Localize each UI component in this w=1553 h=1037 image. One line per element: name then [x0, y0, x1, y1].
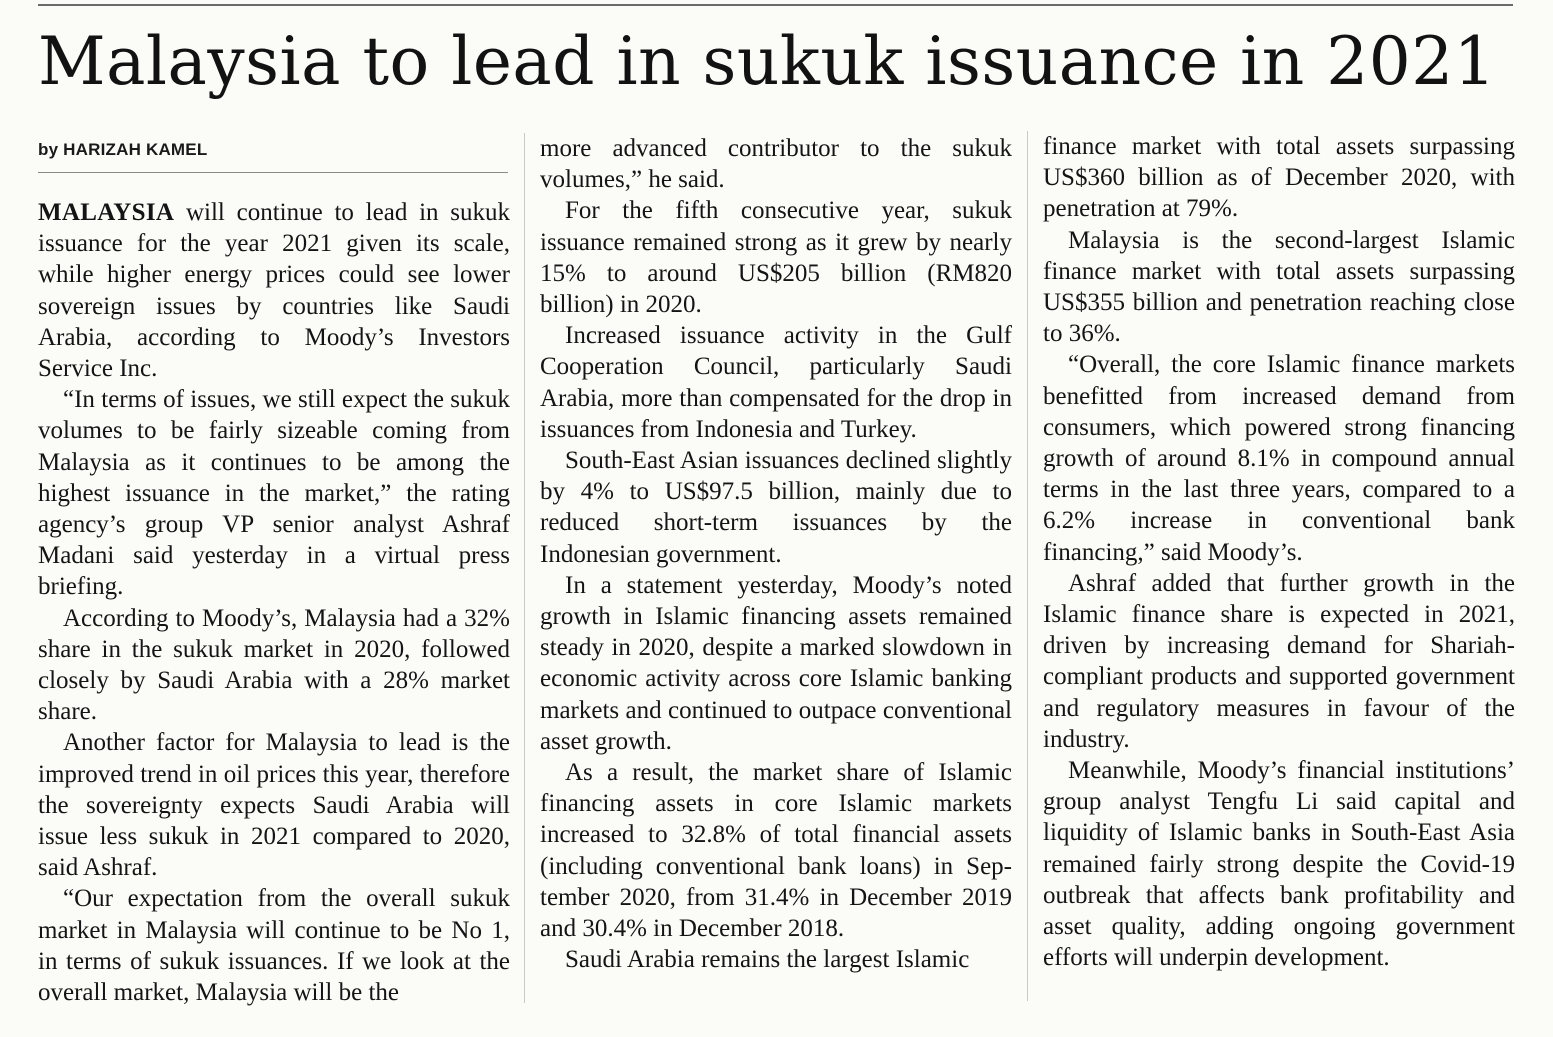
article-paragraph: Malaysia is the second-largest Islamic finance market with total assets surpassing US$355 billion and penetration reaching close to 36%.: [1043, 226, 1515, 348]
article-paragraph: more advanced contributor to the sukuk volumes,” he said.: [540, 135, 1012, 194]
article-paragraph: [38, 197, 510, 384]
article-column-1: [38, 197, 510, 1008]
article-paragraph: Meanwhile, Moody’s financial institutions’ group analyst Tengfu Li said capital and liquidity of Islamic banks in South-East Asia remained fairly strong despite the Covid-19 outbreak that affects bank profitability and asset quality, adding ongoing government efforts will underpin development.: [1043, 757, 1515, 972]
article-paragraph: According to Moody’s, Malaysia had a 32% share in the sukuk market in 2020, followed closely by Saudi Arabia with a 28% market share.: [38, 604, 510, 726]
top-rule: [38, 4, 1513, 6]
article-paragraph: For the fifth consecutive year, sukuk issuance remained strong as it grew by nearly 15% to around US$205 billion (RM820 billion) in 2020.: [540, 197, 1012, 319]
article-paragraph: South-East Asian issuances declined slightly by 4% to US$97.5 billion, mainly due to reduced short-term issuances by the Indonesian government.: [540, 447, 1012, 568]
article-paragraph: “In terms of issues, we still expect the sukuk volumes to be fairly sizeable coming from Malaysia as it continues to be among the highest issuance in the market,” the rating agency’s group VP senior analyst Ashraf Madani said yesterday in a virtual press briefing.: [38, 386, 510, 601]
lead-word: MALAYSIA: [38, 199, 175, 226]
article-column-2: [540, 133, 1012, 975]
article-paragraph: Increased issuance activity in the Gulf Cooperation Council, particularly Saudi Arabia, more than compensated for the drop in issuances from Indonesia and Turkey.: [540, 322, 1012, 443]
byline-block: [38, 138, 508, 173]
article-paragraph: As a result, the market share of Islamic financing assets in core Islamic markets increased to 32.8% of total financial assets (including conventional bank loans) in September 2020, from 31.4% in December 2019 and 30.4% in December 2018.: [540, 759, 1012, 943]
article-paragraph: Ashraf added that further growth in the Islamic finance share is expected in 2021, driven by increasing demand for Shariah-compliant products and supported government and regulatory measures in favour of the industry.: [1043, 569, 1515, 753]
article-paragraph: “Our expectation from the overall sukuk market in Malaysia will continue to be No 1, in terms of sukuk issuances. If we look at the overall market, Malaysia will be the: [38, 885, 510, 1007]
article-paragraph: Another factor for Malaysia to lead is the improved trend in oil prices this year, therefore the sovereignty expects Saudi Arabia will issue less sukuk in 2021 compared to 2020, said Ashraf.: [38, 729, 510, 882]
article-paragraph: finance market with total assets surpassing US$360 billion as of December 2020, with penetration at 79%.: [1043, 133, 1515, 223]
article-paragraph: In a statement yesterday, Moody’s noted growth in Islamic financing assets remained steady in 2020, despite a marked slowdown in economic activity across core Islamic banking markets and continued to outpace conventional asset growth.: [540, 571, 1012, 755]
article-paragraph: Saudi Arabia remains the largest Islamic: [565, 946, 970, 974]
headline: Malaysia to lead in sukuk issuance in 2021: [38, 23, 1497, 100]
byline: by HARIZAH KAMEL: [38, 140, 208, 159]
article-column-3: [1043, 131, 1515, 973]
article-paragraph: “Overall, the core Islamic finance markets benefitted from increased demand from consumers, which powered strong financing growth of around 8.1% in compound annual terms in the last three years, compared to a 6.2% increase in conventional bank financing,” said Moody’s.: [1043, 351, 1515, 566]
paragraph-text: will continue to lead in sukuk issuance for the year 2021 given its scale, while higher energy prices could see lower sovereign issues by countries like Saudi Arabia, according to Moody’s Investors Service Inc.: [38, 199, 510, 383]
